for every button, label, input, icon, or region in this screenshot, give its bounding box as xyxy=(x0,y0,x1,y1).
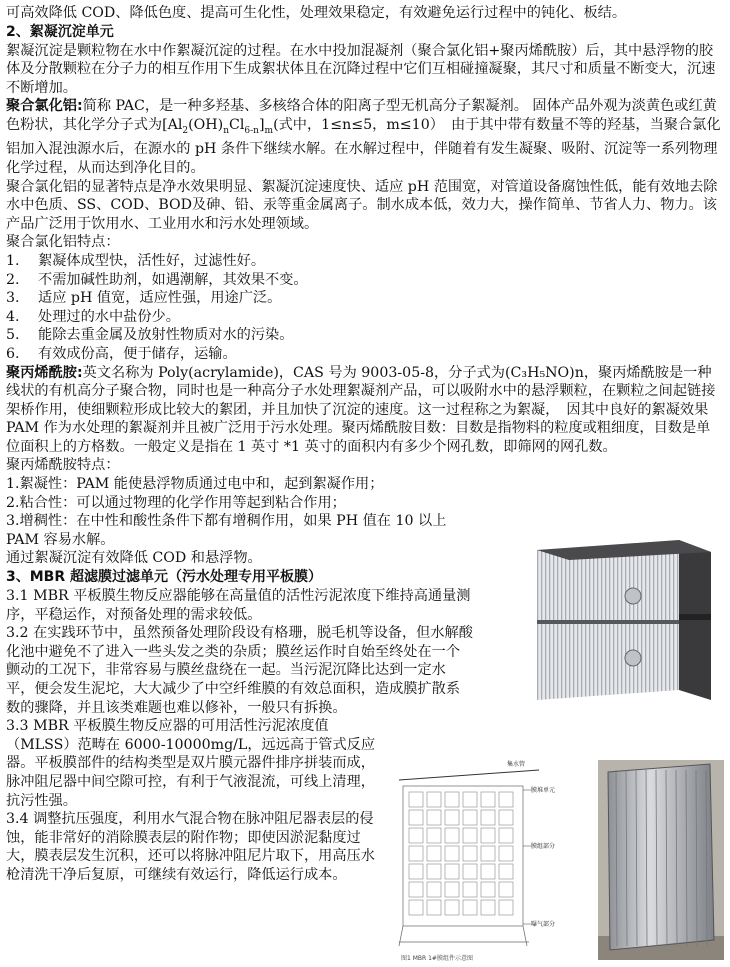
diagram-label-collector: 集水管 xyxy=(507,761,526,768)
pac-sub4: m xyxy=(264,125,274,136)
diagram-caption: 图1 MBR 1#膜组件示意图 xyxy=(401,955,473,962)
pac-features-title: 聚合氯化铝特点： xyxy=(6,234,120,251)
document-page xyxy=(6,4,724,885)
pac-text-c: Cl xyxy=(229,116,245,133)
pac-sub2: n xyxy=(223,125,229,136)
pac-paragraph-2: 聚合氯化铝的显著特点是净水效果明显、絮凝沉淀速度快、适应 pH 范围宽，对管道设备腐蚀性低，能有效地去除水中色质、SS、COD、BOD及砷、铅、汞等重金属离子。制水成本低，效力大，操作简单、节省人力、物力。该产品广泛用于饮用水、工业用水和污水处理领域。 xyxy=(6,178,718,232)
section2-para1: 絮凝沉淀是颗粒物在水中作絮凝沉淀的过程。在水中投加混凝剂（聚合氯化铝+聚丙烯酰胺）后，其中悬浮物的胶体及分散颗粒在分子力的相互作用下生成絮状体且在沉降过程中它们互相碰撞凝聚，其尺寸和质量不断变大，沉速不断增加。 xyxy=(6,42,716,96)
stainless-frame-image xyxy=(598,760,724,960)
list-item: 4. 处理过的水中盐份少。 xyxy=(6,308,180,325)
list-item: 1. 絮凝体成型快，活性好，过滤性好。 xyxy=(6,252,266,269)
section3-para-3-2: 3.2 在实践环节中，虽然预备处理阶段设有格珊，脱毛机等设备，但水解酸化池中避免不了进入一些头发之类的杂质；膜丝运作时自始至终处在一个颤动的工况下，非常容易与膜丝盘绕在一起。当污泥沉降比达到一定水平，便会发生泥坨，大大减少了中空纤维膜的有效总面积，造成膜扩散系数的骤降，并且该类难题也难以修补，一般只有拆换。 xyxy=(6,625,473,716)
list-item: 5. 能除去重金属及放射性物质对水的污染。 xyxy=(6,327,294,344)
section2-title: 2、絮凝沉淀单元 xyxy=(6,23,114,40)
pac-label: 聚合氯化铝: xyxy=(6,98,83,115)
section3-para-3-3: 3.3 MBR 平板膜生物反应器的可用活性污泥浓度值（MLSS）范畴在 6000-10000mg/L，远远高于管式反应器。平板膜部件的结构类型是双片膜元器件排序拼装而成，脉冲阻尼器中间空隙可控，有利于气液混流，可线上清理，抗污性强。 xyxy=(6,718,376,809)
list-item: 3. 适应 pH 值宽，适应性强，用途广泛。 xyxy=(6,290,282,307)
pac-sub3: 6-n xyxy=(244,125,259,136)
membrane-module-image xyxy=(529,540,719,710)
diagram-label-aeration: 曝气部分 xyxy=(531,921,556,928)
list-item: 2. 不需加碱性助剂，如遇潮解，其效果不变。 xyxy=(6,271,308,288)
pam-paragraph xyxy=(6,364,724,457)
section3-title: 3、MBR 超滤膜过滤单元（污水处理专用平板膜） xyxy=(6,569,322,586)
pac-text-e: (式中，1≤n≤5，m≤10） 由于其中带有数量不等的羟基，当聚合氯化铝加入混浊源水后，在源水的 pH 条件下继续水解。在水解过程中，伴随着有发生凝聚、吸附、沉淀等一系列物理化学过程，从而达到净化目的。 xyxy=(6,116,721,176)
pac-text-d: ] xyxy=(258,116,265,133)
pac-sub1: 2 xyxy=(182,125,189,136)
diagram-label-membrane-part: 膜组部分 xyxy=(531,843,556,850)
mbr-schematic-diagram xyxy=(389,756,595,962)
pac-text-b: (OH) xyxy=(188,116,224,133)
pam-feature-2: 2.粘合性：可以通过物理的化学作用等起到粘合作用； xyxy=(6,494,346,511)
pac-text-a: 简称 PAC，是一种多羟基、多核络合体的阳离子型无机高分子絮凝剂。 固体产品外观为淡黄色或红黄色粉状，其化学分子式为[Al xyxy=(6,98,717,133)
pam-feature-1: 1.絮凝性：PAM 能使悬浮物质通过电中和，起到絮凝作用； xyxy=(6,476,384,493)
section3-para-3-4: 3.4 调整抗压强度，利用水气混合物在脉冲阻尼器表层的侵蚀，能非常好的消除膜表层的附作物；即使因淤泥黏度过大，膜表层发生沉积，还可以将脉冲阻尼片取下，用高压水枪清洗干净后复原，可继续有效运行，降低运行成本。 xyxy=(6,811,375,883)
pam-features-title: 聚丙烯酰胺特点： xyxy=(6,457,120,474)
list-item: 6. 有效成份高，便于储存，运输。 xyxy=(6,345,237,362)
section2-summary: 通过絮凝沉淀有效降低 COD 和悬浮物。 xyxy=(6,550,262,567)
pam-text: 英文名称为 Poly(acrylamide)，CAS 号为 9003-05-8，分子式为(C₃H₅NO)n，聚丙烯酰胺是一种线状的有机高分子聚合物，同时也是一种高分子水处理絮凝剂产品，可以吸附水中的悬浮颗粒，在颗粒之间起链接架桥作用，使细颗粒形成比较大的絮团，并且加快了沉淀的速度。这一过程称之为絮凝， 因其中良好的絮凝效果 PAM 作为水处理的絮凝剂并且被广泛用于污水处理。聚丙烯酰胺目数：目数是指物料的粒度或粗细度，目数是单位面积上的方格数。一般定义是指在 1 英寸 *1 英寸的面积内有多少个网孔数，即筛网的网孔数。 xyxy=(6,364,716,455)
section3-para-3-1: 3.1 MBR 平板膜生物反应器能够在高量值的活性污泥浓度下维持高通量测序，平稳运作，对预备处理的需求较低。 xyxy=(6,588,471,623)
pam-feature-3: 3.增稠性：在中性和酸性条件下都有增稠作用，如果 PH 值在 10 以上 PAM 容易水解。 xyxy=(6,513,447,548)
intro-line: 可高效降低 COD、降低色度、提高可生化性，处理效果稳定，有效避免运行过程中的钝化、板结。 xyxy=(6,5,627,21)
pam-label: 聚丙烯酰胺: xyxy=(6,364,83,381)
pac-paragraph xyxy=(6,97,724,177)
diagram-label-membrane-unit: 膜堆单元 xyxy=(531,787,556,794)
